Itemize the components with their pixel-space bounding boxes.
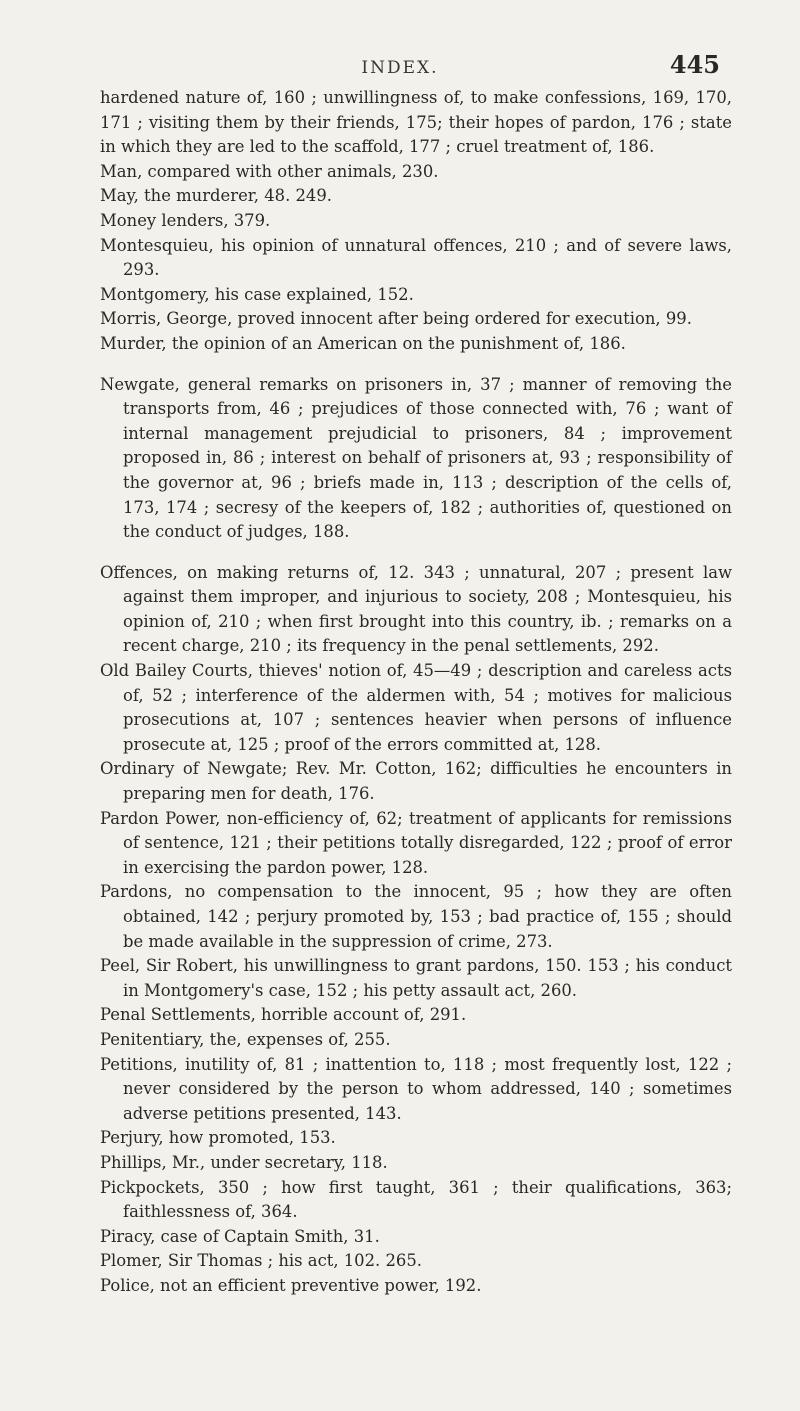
index-entry-perjury: Perjury, how promoted, 153.	[100, 1128, 336, 1148]
index-entry-newgate: Newgate, general remarks on prisoners in, 37 ; manner of removing the transports from, 46 ; prejudices of those connected with, 76 ; want of internal management prejudicial to prisoners, 84 ; improvement proposed in, 86 ; interest on behalf of prisoners at, 93 ; responsibility of the governor at, 96 ; briefs made in, 113 ; description of the cells of, 173, 174 ; secresy of the keepers of, 182 ; authorities of, questioned on the conduct of judges, 188.	[100, 374, 732, 542]
index-entry-phillips: Phillips, Mr., under secretary, 118.	[100, 1152, 388, 1172]
index-entry-offences: Offences, on making returns of, 12. 343 ; unnatural, 207 ; present law against them improper, and injurious to society, 208 ; Montesquieu, his opinion of, 210 ; when first brought into this country, ib. ; remarks on a recent charge, 210 ; its frequency in the penal settlements, 292.	[100, 562, 732, 656]
index-entry-may: May, the murderer, 48. 249.	[100, 186, 332, 206]
page-number: 445	[669, 50, 720, 79]
index-entry-old-bailey: Old Bailey Courts, thieves' notion of, 45—49 ; description and careless acts of, 52 ; interference of the aldermen with, 54 ; motives for malicious prosecutions at, 107 ; sentences heavier when persons of influence prosecute at, 125 ; proof of the errors committed at, 128.	[100, 661, 732, 754]
index-entry-pardon-power: Pardon Power, non-efficiency of, 62; treatment of applicants for remissions of sentence, 121 ; their petitions totally disregarded, 122 ; proof of error in exercising the pardon power, 128.	[100, 808, 732, 877]
index-entry-pickpockets: Pickpockets, 350 ; how first taught, 361 ; their qualifications, 363; faithlessness of, 364.	[100, 1177, 732, 1222]
index-entry-plomer: Plomer, Sir Thomas ; his act, 102. 265.	[100, 1251, 422, 1271]
index-entry-montgomery: Montgomery, his case explained, 152.	[100, 284, 414, 304]
index-entry-police: Police, not an efficient preventive power, 192.	[100, 1275, 482, 1295]
index-entry-ordinary: Ordinary of Newgate; Rev. Mr. Cotton, 162; difficulties he encounters in preparing men for death, 176.	[100, 759, 732, 804]
running-title: INDEX.	[361, 58, 439, 78]
page-header	[0, 50, 800, 82]
index-entry-murder: Murder, the opinion of an American on the punishment of, 186.	[100, 333, 626, 353]
index-entry-pardons: Pardons, no compensation to the innocent, 95 ; how they are often obtained, 142 ; perjury promoted by, 153 ; bad practice of, 155 ; should be made available in the suppression of crime, 273.	[100, 882, 732, 951]
index-entry-petitions: Petitions, inutility of, 81 ; inattention to, 118 ; most frequently lost, 122 ; never considered by the person to whom addressed, 140 ; sometimes adverse petitions presented, 143.	[100, 1054, 732, 1123]
index-entry-penal-settlements: Penal Settlements, horrible account of, 291.	[100, 1005, 467, 1025]
index-entry-peel: Peel, Sir Robert, his unwillingness to grant pardons, 150. 153 ; his conduct in Montgomery's case, 152 ; his petty assault act, 260.	[100, 956, 732, 1000]
index-entry-man: Man, compared with other animals, 230.	[100, 161, 439, 181]
index-column	[100, 86, 732, 1299]
index-entry-money-lenders: Money lenders, 379.	[100, 210, 271, 230]
index-entry-hardened: hardened nature of, 160 ; unwillingness of, to make confessions, 169, 170, 171 ; visiting them by their friends, 175; their hopes of pardon, 176 ; state in which they are led to the scaffold, 177 ; cruel treatment of, 186.	[100, 88, 732, 157]
index-entry-penitentiary: Penitentiary, the, expenses of, 255.	[100, 1029, 391, 1049]
index-entry-morris: Morris, George, proved innocent after being ordered for execution, 99.	[100, 309, 692, 329]
index-entry-montesquieu: Montesquieu, his opinion of unnatural offences, 210 ; and of severe laws, 293.	[100, 235, 732, 280]
index-entry-piracy: Piracy, case of Captain Smith, 31.	[100, 1226, 380, 1246]
